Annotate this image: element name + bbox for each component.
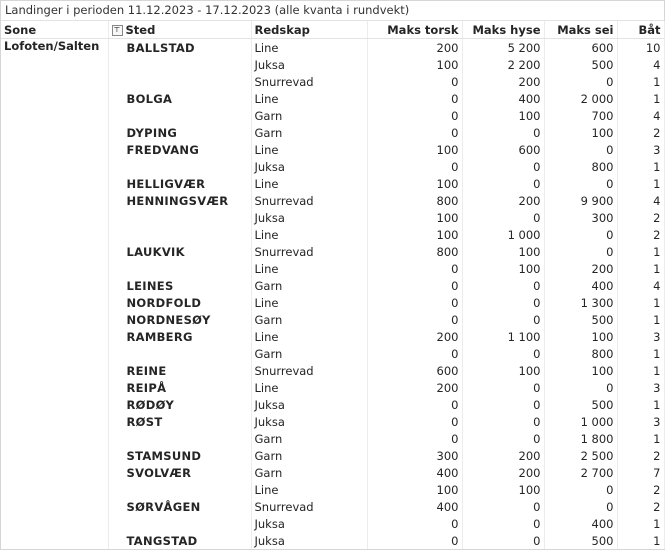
cell-maks-sei: 0 — [544, 481, 617, 498]
cell-bat: 2 — [617, 209, 664, 226]
cell-redskap: Line — [251, 294, 367, 311]
cell-bat: 2 — [617, 481, 664, 498]
cell-redskap: Line — [251, 481, 367, 498]
cell-sted — [108, 226, 251, 243]
cell-sted — [108, 107, 251, 124]
cell-maks-hyse: 0 — [462, 515, 544, 532]
cell-maks-sei: 300 — [544, 209, 617, 226]
cell-maks-sei: 1 800 — [544, 430, 617, 447]
cell-maks-hyse: 0 — [462, 532, 544, 549]
cell-maks-sei: 400 — [544, 277, 617, 294]
cell-maks-sei: 0 — [544, 73, 617, 90]
cell-bat: 1 — [617, 175, 664, 192]
cell-maks-hyse: 0 — [462, 311, 544, 328]
cell-maks-sei: 0 — [544, 175, 617, 192]
cell-redskap: Snurrevad — [251, 192, 367, 209]
cell-maks-sei: 0 — [544, 243, 617, 260]
cell-maks-torsk: 0 — [367, 124, 462, 141]
cell-maks-hyse: 0 — [462, 209, 544, 226]
cell-bat: 1 — [617, 515, 664, 532]
cell-redskap: Line — [251, 175, 367, 192]
cell-bat: 1 — [617, 243, 664, 260]
cell-bat: 1 — [617, 260, 664, 277]
header-row — [1, 21, 664, 39]
cell-sted — [108, 158, 251, 175]
cell-bat: 1 — [617, 90, 664, 107]
cell-sted: STAMSUND — [108, 447, 251, 464]
cell-maks-torsk: 600 — [367, 362, 462, 379]
cell-maks-hyse: 0 — [462, 396, 544, 413]
cell-redskap: Snurrevad — [251, 362, 367, 379]
cell-bat: 4 — [617, 192, 664, 209]
cell-maks-hyse: 600 — [462, 141, 544, 158]
cell-redskap: Garn — [251, 107, 367, 124]
cell-bat: 3 — [617, 413, 664, 430]
filter-icon[interactable]: ⊤ — [112, 25, 123, 36]
cell-maks-hyse: 0 — [462, 277, 544, 294]
cell-maks-hyse: 2 200 — [462, 56, 544, 73]
cell-redskap: Garn — [251, 124, 367, 141]
cell-bat: 10 — [617, 39, 664, 57]
cell-maks-sei: 400 — [544, 515, 617, 532]
landings-table — [1, 21, 665, 549]
cell-redskap: Line — [251, 226, 367, 243]
cell-maks-sei: 2 500 — [544, 447, 617, 464]
cell-maks-sei: 700 — [544, 107, 617, 124]
cell-maks-sei: 100 — [544, 328, 617, 345]
cell-maks-torsk: 0 — [367, 90, 462, 107]
cell-maks-torsk: 0 — [367, 515, 462, 532]
cell-maks-sei: 2 000 — [544, 90, 617, 107]
cell-maks-sei: 0 — [544, 226, 617, 243]
cell-maks-hyse: 1 100 — [462, 328, 544, 345]
cell-maks-sei: 200 — [544, 260, 617, 277]
cell-maks-sei: 100 — [544, 124, 617, 141]
cell-maks-sei: 0 — [544, 141, 617, 158]
cell-maks-hyse: 200 — [462, 447, 544, 464]
cell-maks-sei: 500 — [544, 311, 617, 328]
cell-maks-hyse: 400 — [462, 90, 544, 107]
cell-maks-torsk: 0 — [367, 260, 462, 277]
cell-redskap: Juksa — [251, 413, 367, 430]
cell-maks-hyse: 1 000 — [462, 226, 544, 243]
col-header-redskap[interactable]: Redskap — [251, 21, 367, 39]
col-header-bat[interactable]: Båt — [617, 21, 664, 39]
cell-maks-torsk: 400 — [367, 464, 462, 481]
cell-redskap: Juksa — [251, 56, 367, 73]
cell-sted: TANGSTAD — [108, 532, 251, 549]
cell-bat: 1 — [617, 396, 664, 413]
cell-maks-torsk: 300 — [367, 447, 462, 464]
cell-bat: 2 — [617, 226, 664, 243]
cell-sted: RØST — [108, 413, 251, 430]
cell-maks-torsk: 100 — [367, 175, 462, 192]
cell-maks-torsk: 400 — [367, 498, 462, 515]
cell-maks-sei: 500 — [544, 396, 617, 413]
cell-maks-torsk: 100 — [367, 481, 462, 498]
report-title: Landinger i perioden 11.12.2023 - 17.12.2023 (alle kvanta i rundvekt) — [1, 1, 664, 21]
cell-maks-hyse: 0 — [462, 158, 544, 175]
cell-maks-sei: 100 — [544, 362, 617, 379]
cell-maks-torsk: 100 — [367, 141, 462, 158]
cell-bat: 3 — [617, 379, 664, 396]
cell-bat: 7 — [617, 464, 664, 481]
cell-bat: 4 — [617, 277, 664, 294]
cell-maks-hyse: 200 — [462, 464, 544, 481]
cell-maks-hyse: 0 — [462, 124, 544, 141]
cell-sted: HELLIGVÆR — [108, 175, 251, 192]
cell-sted — [108, 56, 251, 73]
cell-redskap: Snurrevad — [251, 498, 367, 515]
cell-redskap: Line — [251, 39, 367, 57]
cell-bat: 3 — [617, 328, 664, 345]
cell-maks-sei: 1 300 — [544, 294, 617, 311]
cell-bat: 1 — [617, 345, 664, 362]
cell-redskap: Juksa — [251, 158, 367, 175]
cell-maks-torsk: 100 — [367, 209, 462, 226]
cell-bat: 1 — [617, 362, 664, 379]
cell-maks-torsk: 100 — [367, 226, 462, 243]
cell-redskap: Garn — [251, 464, 367, 481]
cell-maks-torsk: 200 — [367, 39, 462, 57]
cell-maks-torsk: 0 — [367, 396, 462, 413]
cell-maks-torsk: 100 — [367, 56, 462, 73]
col-header-maks-torsk[interactable]: Maks torsk — [367, 21, 462, 39]
cell-maks-hyse: 0 — [462, 413, 544, 430]
cell-bat: 1 — [617, 430, 664, 447]
cell-bat: 2 — [617, 447, 664, 464]
cell-bat: 4 — [617, 107, 664, 124]
cell-maks-hyse: 100 — [462, 107, 544, 124]
cell-sted: HENNINGSVÆR — [108, 192, 251, 209]
cell-redskap: Juksa — [251, 532, 367, 549]
cell-maks-torsk: 0 — [367, 107, 462, 124]
cell-sted: RAMBERG — [108, 328, 251, 345]
cell-sted: REIPÅ — [108, 379, 251, 396]
cell-sted: DYPING — [108, 124, 251, 141]
cell-redskap: Line — [251, 141, 367, 158]
cell-maks-sei: 2 700 — [544, 464, 617, 481]
cell-redskap: Juksa — [251, 396, 367, 413]
cell-maks-hyse: 100 — [462, 243, 544, 260]
col-header-maks-hyse[interactable]: Maks hyse — [462, 21, 544, 39]
cell-maks-sei: 800 — [544, 158, 617, 175]
cell-maks-torsk: 200 — [367, 379, 462, 396]
cell-bat: 2 — [617, 498, 664, 515]
cell-redskap: Garn — [251, 447, 367, 464]
cell-sted — [108, 515, 251, 532]
cell-maks-torsk: 800 — [367, 243, 462, 260]
cell-redskap: Garn — [251, 277, 367, 294]
cell-maks-sei: 800 — [544, 345, 617, 362]
cell-maks-torsk: 0 — [367, 73, 462, 90]
cell-redskap: Juksa — [251, 209, 367, 226]
cell-bat: 1 — [617, 311, 664, 328]
cell-redskap: Snurrevad — [251, 73, 367, 90]
cell-bat: 4 — [617, 56, 664, 73]
cell-bat: 1 — [617, 294, 664, 311]
cell-sted — [108, 73, 251, 90]
cell-bat: 1 — [617, 158, 664, 175]
cell-sted — [108, 481, 251, 498]
cell-maks-sei: 1 000 — [544, 413, 617, 430]
cell-maks-sei: 600 — [544, 39, 617, 57]
cell-redskap: Snurrevad — [251, 243, 367, 260]
cell-maks-torsk: 0 — [367, 311, 462, 328]
cell-sted: SØRVÅGEN — [108, 498, 251, 515]
cell-maks-sei: 0 — [544, 498, 617, 515]
cell-bat: 2 — [617, 124, 664, 141]
cell-bat: 3 — [617, 141, 664, 158]
cell-sted — [108, 209, 251, 226]
cell-redskap: Garn — [251, 311, 367, 328]
cell-maks-torsk: 200 — [367, 328, 462, 345]
cell-redskap: Line — [251, 379, 367, 396]
col-header-sone[interactable]: Sone — [1, 21, 108, 39]
cell-maks-hyse: 5 200 — [462, 39, 544, 57]
cell-sted: LAUKVIK — [108, 243, 251, 260]
cell-maks-hyse: 200 — [462, 73, 544, 90]
cell-redskap: Line — [251, 260, 367, 277]
cell-maks-sei: 0 — [544, 379, 617, 396]
cell-maks-hyse: 100 — [462, 260, 544, 277]
cell-bat: 1 — [617, 532, 664, 549]
cell-maks-torsk: 0 — [367, 532, 462, 549]
cell-sted: BALLSTAD — [108, 39, 251, 57]
table-row — [1, 39, 664, 57]
cell-sted: NORDNESØY — [108, 311, 251, 328]
cell-redskap: Juksa — [251, 515, 367, 532]
cell-sted: SVOLVÆR — [108, 464, 251, 481]
cell-sted: REINE — [108, 362, 251, 379]
cell-maks-torsk: 0 — [367, 345, 462, 362]
col-header-maks-sei[interactable]: Maks sei — [544, 21, 617, 39]
cell-redskap: Line — [251, 328, 367, 345]
cell-sted: FREDVANG — [108, 141, 251, 158]
cell-maks-hyse: 0 — [462, 430, 544, 447]
cell-sted: NORDFOLD — [108, 294, 251, 311]
cell-maks-hyse: 0 — [462, 175, 544, 192]
cell-maks-sei: 500 — [544, 532, 617, 549]
col-header-sted[interactable] — [108, 21, 251, 39]
cell-sted: RØDØY — [108, 396, 251, 413]
cell-maks-torsk: 0 — [367, 294, 462, 311]
cell-redskap: Line — [251, 90, 367, 107]
cell-maks-hyse: 0 — [462, 294, 544, 311]
cell-maks-sei: 9 900 — [544, 192, 617, 209]
cell-maks-torsk: 800 — [367, 192, 462, 209]
cell-bat: 1 — [617, 73, 664, 90]
cell-maks-hyse: 100 — [462, 362, 544, 379]
cell-sone: Lofoten/Salten — [1, 39, 108, 550]
cell-sted — [108, 260, 251, 277]
cell-maks-sei: 500 — [544, 56, 617, 73]
cell-maks-hyse: 200 — [462, 192, 544, 209]
col-header-sted-label: Sted — [125, 22, 156, 37]
cell-maks-hyse: 0 — [462, 379, 544, 396]
table-body — [1, 39, 664, 550]
cell-redskap: Garn — [251, 345, 367, 362]
cell-maks-torsk: 0 — [367, 277, 462, 294]
cell-sted: LEINES — [108, 277, 251, 294]
cell-maks-hyse: 0 — [462, 498, 544, 515]
cell-maks-torsk: 0 — [367, 158, 462, 175]
cell-sted — [108, 345, 251, 362]
cell-maks-torsk: 0 — [367, 430, 462, 447]
cell-sted: BOLGA — [108, 90, 251, 107]
cell-redskap: Garn — [251, 430, 367, 447]
cell-maks-hyse: 0 — [462, 345, 544, 362]
cell-maks-hyse: 100 — [462, 481, 544, 498]
cell-maks-torsk: 0 — [367, 413, 462, 430]
cell-sted — [108, 430, 251, 447]
